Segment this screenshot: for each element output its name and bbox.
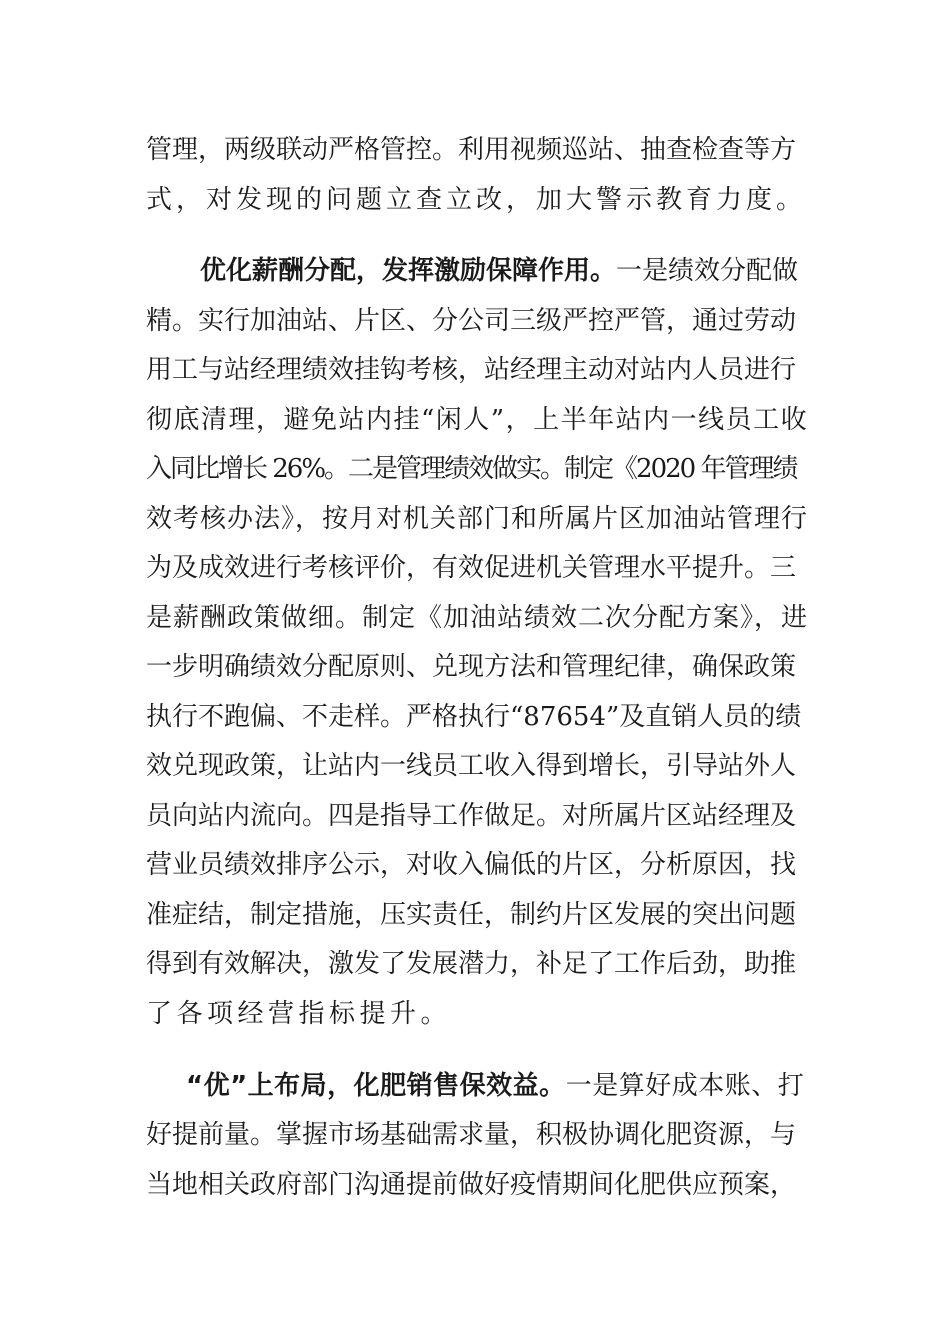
paragraph-text: 一是算好成本账、打 [565,1071,805,1101]
text-line: 一步明确绩效分配原则、兑现方法和管理纪律，确保政策 [146,652,797,682]
text-line: 营业员绩效排序公示，对收入偏低的片区，分析原因，找 [146,850,797,880]
text-line: 彻底清理，避免站内挂“闲人”，上半年站内一线员工收 [146,405,809,435]
text-line: 了各项经营指标提升。 [146,999,452,1029]
text-line: 准症结，制定措施，压实责任，制约片区发展的突出问题 [146,900,797,930]
text-line: 效考核办法》，按月对机关部门和所属片区加油站管理行 [146,504,809,534]
text-line: 员向站内流向。四是指导工作做足。对所属片区站经理及 [146,801,797,831]
paragraph-text: 一是绩效分配做 [616,256,799,286]
text-line: 当地相关政府部门沟通提前做好疫情期间化肥供应预案， [146,1170,797,1200]
text-line: 精。实行加油站、片区、分公司三级严控严管，通过劳动 [146,306,797,336]
text-line: 管理，两级联动严格管控。利用视频巡站、抽查检查等方 [146,135,797,165]
text-line: 式，对发现的问题立查立改，加大警示教育力度。 [146,185,807,215]
paragraph-first-line [200,251,798,291]
paragraph-heading: “优”上布局，化肥销售保效益。 [186,1071,566,1101]
text-line: 执行不跑偏、不走样。严格执行“87654”及直销人员的绩 [146,702,802,732]
text-line: 入同比增长 26%。二是管理绩效做实。制定《2020 年管理绩 [146,454,797,484]
text-line: 为及成效进行考核评价，有效促进机关管理水平提升。三 [146,553,797,583]
text-line: 好提前量。掌握市场基础需求量，积极协调化肥资源，与 [146,1120,797,1150]
text-line: 用工与站经理绩效挂钩考核，站经理主动对站内人员进行 [146,355,797,385]
paragraph-heading: 优化薪酬分配，发挥激励保障作用。 [200,256,617,286]
paragraph-first-line [186,1066,804,1106]
text-line: 效兑现政策，让站内一线员工收入得到增长，引导站外人 [146,751,797,781]
text-line: 得到有效解决，激发了发展潜力，补足了工作后劲，助推 [146,949,797,979]
text-line: 是薪酬政策做细。制定《加油站绩效二次分配方案》，进 [146,603,809,633]
